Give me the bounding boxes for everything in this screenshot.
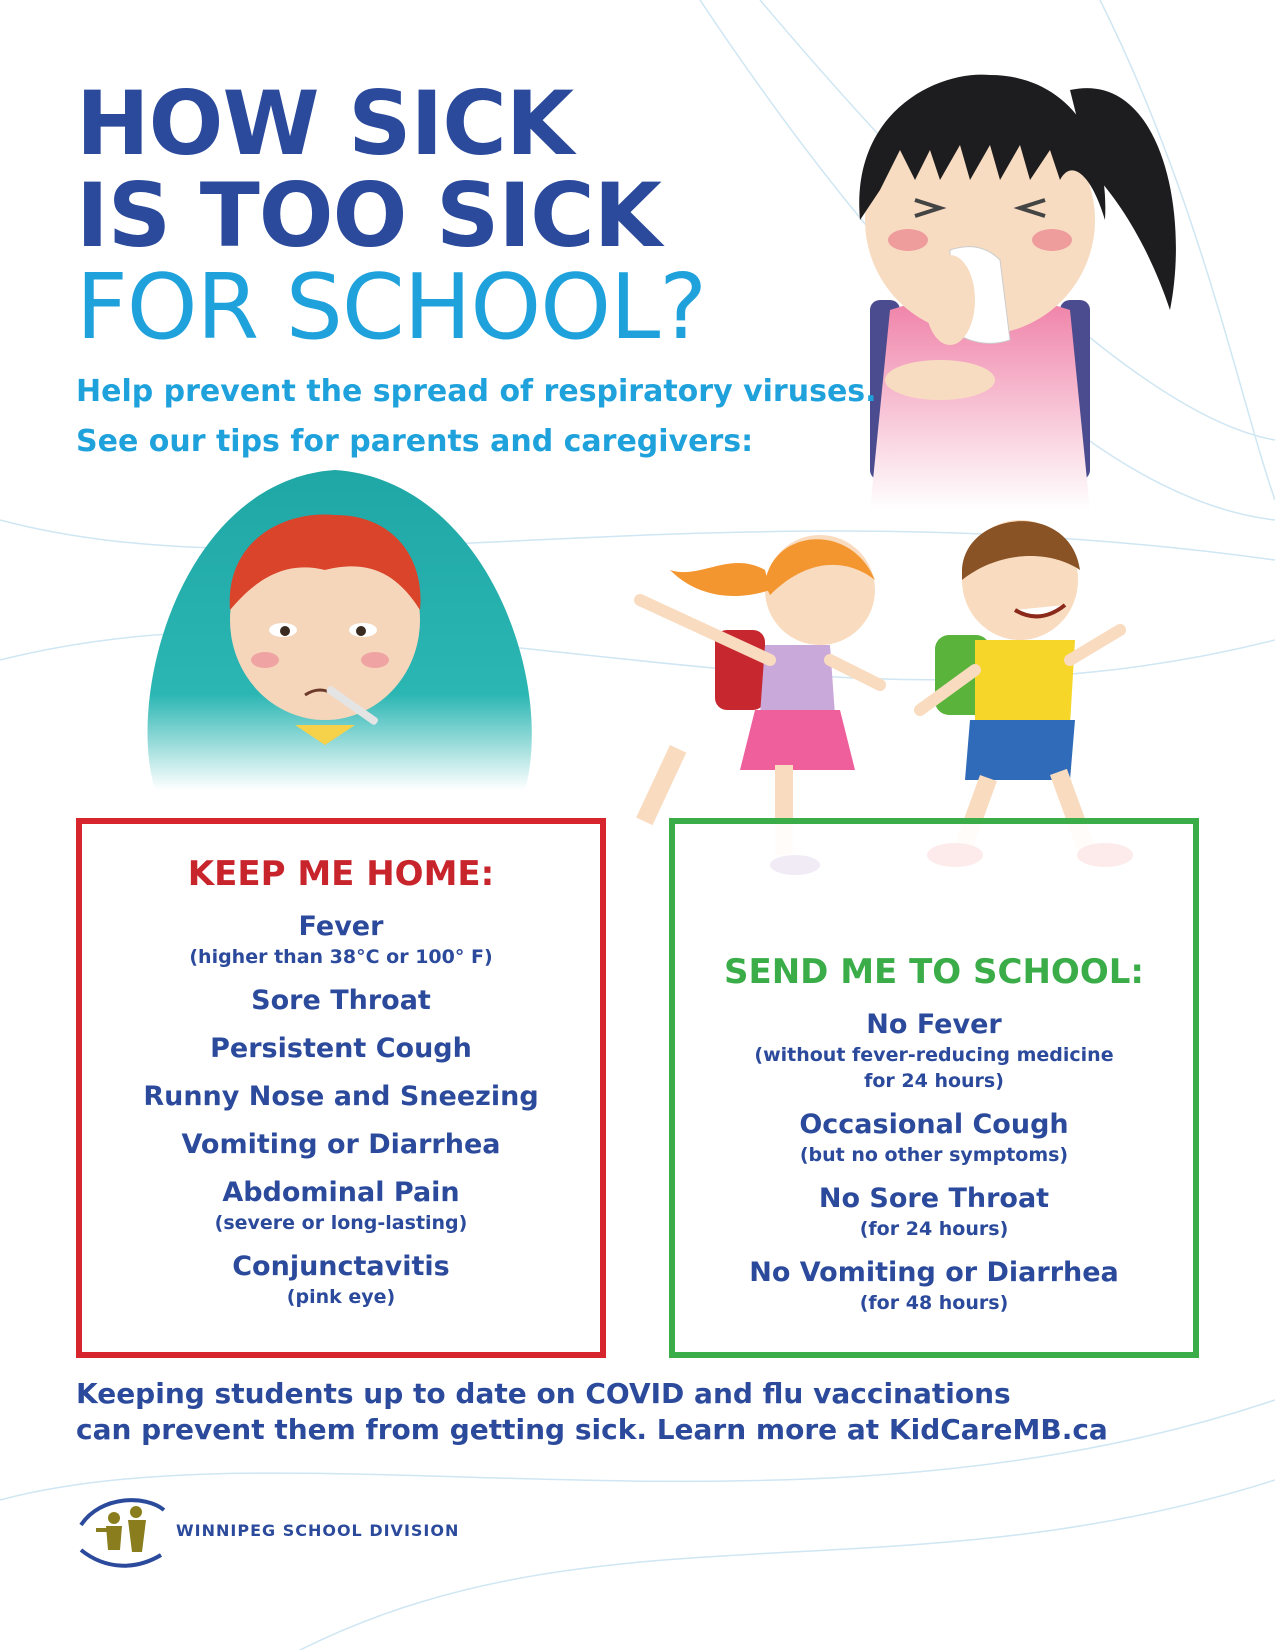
- send-me-to-school-box: [669, 818, 1199, 1358]
- symptom-label: Fever: [298, 911, 384, 942]
- symptom-label: Sore Throat: [251, 985, 431, 1016]
- sick-boy-blanket-illustration: [125, 460, 555, 810]
- list-item: [82, 1128, 600, 1162]
- condition-label: No Sore Throat: [818, 1183, 1050, 1214]
- symptom-note: (higher than 38°C or 100° F): [189, 946, 493, 968]
- subtitle-line-1: Help prevent the spread of respiratory viruses.: [76, 374, 877, 409]
- footer-line-2: [76, 1412, 1108, 1448]
- symptom-note: (pink eye): [286, 1286, 396, 1308]
- list-item: [82, 1250, 600, 1310]
- title-line-1: HOW SICK: [76, 72, 574, 175]
- winnipeg-school-division-logo: [76, 1490, 459, 1570]
- title-line-3: FOR SCHOOL?: [76, 255, 706, 360]
- symptom-label: Runny Nose and Sneezing: [143, 1081, 539, 1112]
- list-item: [82, 1080, 600, 1114]
- list-item: [82, 1176, 600, 1236]
- condition-note: (without fever-reducing medicine for 24 hours): [754, 1044, 1114, 1092]
- condition-label: Occasional Cough: [799, 1109, 1069, 1140]
- footer-line-1: Keeping students up to date on COVID and flu vaccinations: [76, 1377, 1011, 1410]
- condition-label: No Vomiting or Diarrhea: [749, 1257, 1119, 1288]
- subtitle-line-2: See our tips for parents and caregivers:: [76, 424, 754, 459]
- page-title: [76, 72, 706, 360]
- list-item: [675, 1182, 1193, 1242]
- keep-me-home-heading: KEEP ME HOME:: [187, 854, 495, 894]
- list-item: [675, 1256, 1193, 1316]
- footer-message: [76, 1376, 1108, 1448]
- list-item: [82, 984, 600, 1018]
- list-item: [82, 910, 600, 970]
- list-item: [675, 1108, 1193, 1168]
- condition-label: No Fever: [866, 1009, 1002, 1040]
- footer-line-2-text: can prevent them from getting sick. Learn more at: [76, 1413, 889, 1446]
- condition-note: (for 48 hours): [859, 1292, 1009, 1314]
- sneezing-girl-illustration: [820, 50, 1200, 510]
- condition-note: (but no other symptoms): [799, 1144, 1069, 1166]
- symptom-label: Vomiting or Diarrhea: [181, 1129, 501, 1160]
- symptom-label: Conjunctavitis: [232, 1251, 450, 1282]
- symptom-label: Abdominal Pain: [222, 1177, 460, 1208]
- title-line-2: IS TOO SICK: [76, 164, 661, 267]
- keep-me-home-box: [76, 818, 606, 1358]
- symptom-label: Persistent Cough: [210, 1033, 472, 1064]
- send-me-to-school-heading: SEND ME TO SCHOOL:: [723, 952, 1145, 992]
- kidcaremb-link[interactable]: KidCareMB.ca: [888, 1413, 1108, 1446]
- logo-text: WINNIPEG SCHOOL DIVISION: [176, 1520, 460, 1540]
- symptom-note: (severe or long-lasting): [214, 1212, 468, 1234]
- condition-note: (for 24 hours): [859, 1218, 1009, 1240]
- wsd-logo-icon: [76, 1490, 166, 1570]
- list-item: [82, 1032, 600, 1066]
- list-item: [675, 1008, 1193, 1094]
